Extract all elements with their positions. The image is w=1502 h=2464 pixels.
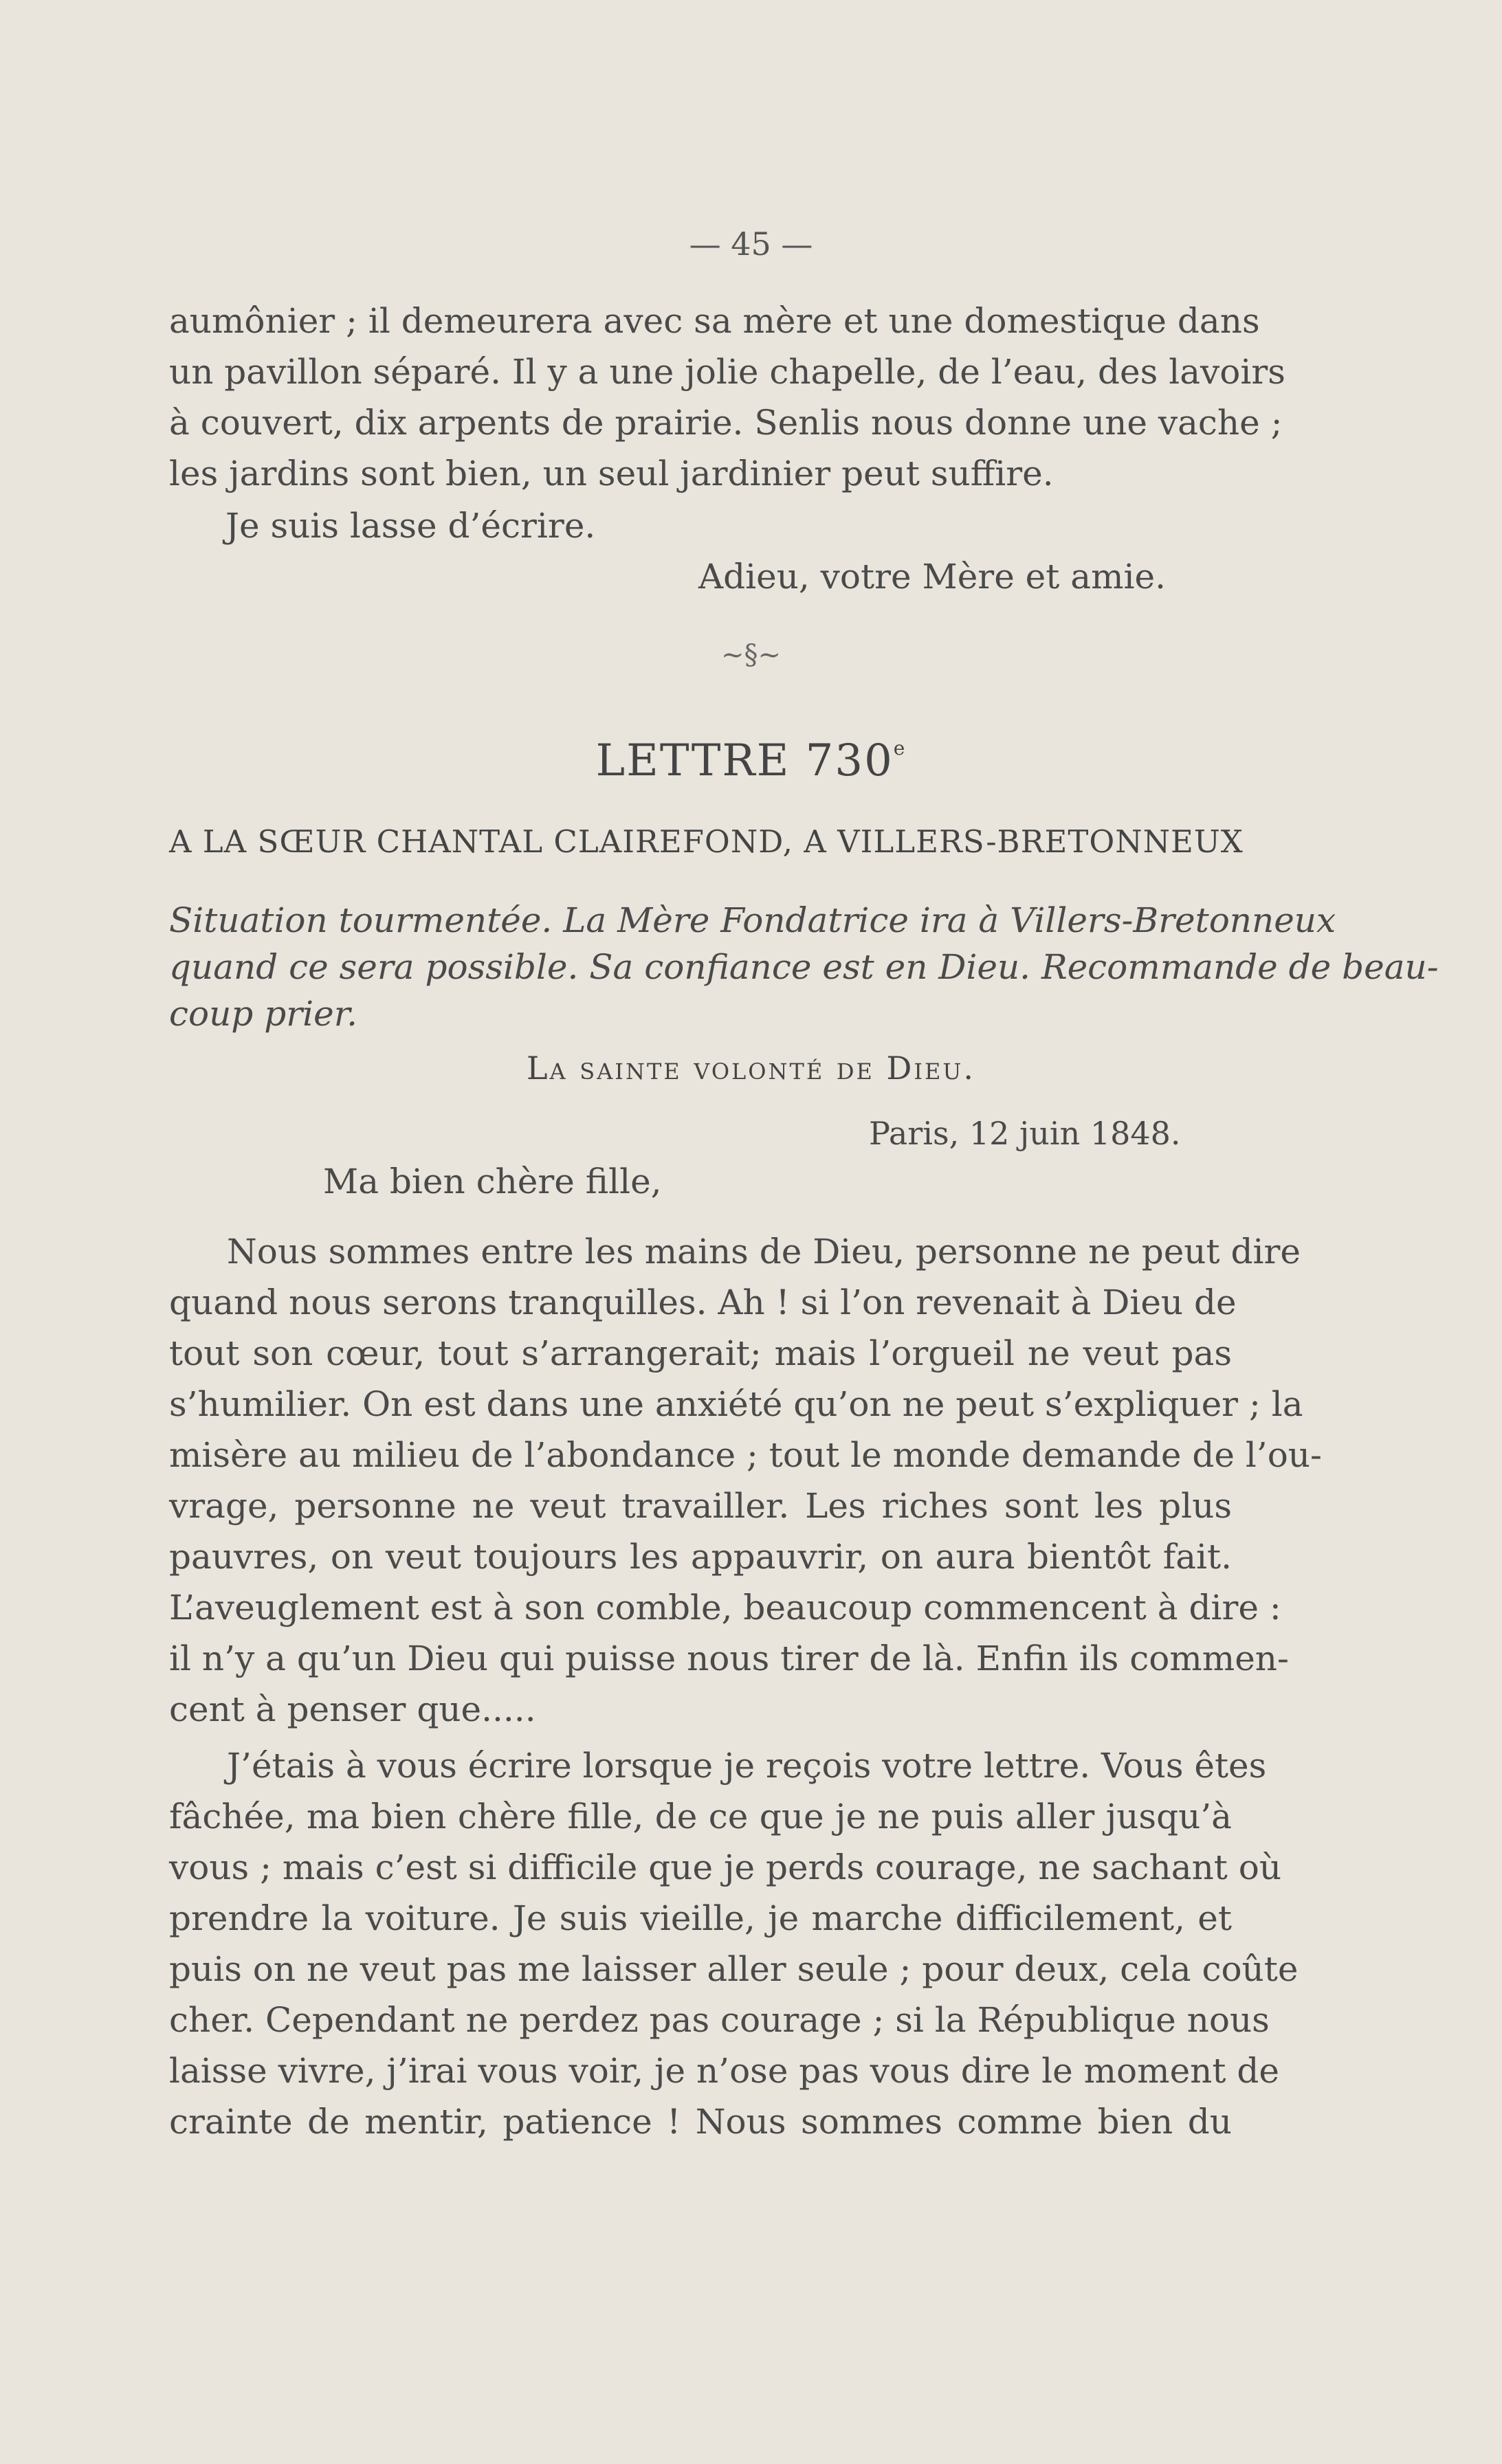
letter-dateline: Paris, 12 juin 1848. <box>869 1115 1181 1152</box>
body-line: prendre la voiture. Je suis vieille, je marche difficilement, et <box>169 1898 1232 1938</box>
body-line: quand nous serons tranquilles. Ah ! si l’on revenait à Dieu de <box>169 1283 1237 1322</box>
body-line: J’étais à vous écrire lorsque je reçois votre lettre. Vous êtes <box>227 1746 1267 1786</box>
summary-line: quand ce sera possible. Sa confiance est en Dieu. Recommande de beau- <box>169 947 1439 987</box>
ornament-divider: ~§~ <box>720 639 782 671</box>
letter-title: LETTRE 730e <box>595 735 907 786</box>
body-line: crainte de mentir, patience ! Nous sommes comme bien du <box>169 2102 1232 2142</box>
closing-line: Je suis lasse d’écrire. <box>225 506 596 546</box>
body-line: s’humilier. On est dans une anxiété qu’on ne peut s’expliquer ; la <box>169 1384 1303 1424</box>
body-line: misère au milieu de l’abondance ; tout le monde demande de l’ou- <box>169 1435 1322 1475</box>
body-line: cent à penser que..... <box>169 1689 536 1729</box>
body-line: L’aveuglement est à son comble, beaucoup commencent à dire : <box>169 1588 1281 1628</box>
letter-salutation: Ma bien chère fille, <box>323 1162 662 1201</box>
signature: Adieu, votre Mère et amie. <box>698 557 1166 597</box>
body-line: vous ; mais c’est si difficile que je perds courage, ne sachant où <box>169 1847 1282 1887</box>
body-line: Nous sommes entre les mains de Dieu, personne ne peut dire <box>227 1232 1301 1272</box>
page-number: — 45 — <box>689 225 813 263</box>
body-line: vrage, personne ne veut travailler. Les riches sont les plus <box>169 1486 1232 1526</box>
letter-recipient: A LA SŒUR CHANTAL CLAIREFOND, A VILLERS-BRETONNEUX <box>169 823 1244 860</box>
body-line: fâchée, ma bien chère fille, de ce que je ne puis aller jusqu’à <box>169 1797 1232 1836</box>
continuation-line: aumônier ; il demeurera avec sa mère et une domestique dans <box>169 301 1260 341</box>
body-line: pauvres, on veut toujours les appauvrir, on aura bientôt fait. <box>169 1537 1232 1577</box>
body-line: il n’y a qu’un Dieu qui puisse nous tirer de là. Enfin ils commen- <box>169 1639 1289 1678</box>
body-line: cher. Cependant ne perdez pas courage ; si la République nous <box>169 2000 1270 2040</box>
summary-line: Situation tourmentée. La Mère Fondatrice ira à Villers-Bretonneux <box>169 900 1336 940</box>
letter-motto: La sainte volonté de Dieu. <box>527 1050 975 1087</box>
summary-line: coup prier. <box>169 994 357 1034</box>
continuation-line: à couvert, dix arpents de prairie. Senlis nous donne une vache ; <box>169 403 1283 443</box>
body-line: puis on ne veut pas me laisser aller seule ; pour deux, cela coûte <box>169 1949 1299 1989</box>
continuation-line: les jardins sont bien, un seul jardinier peut suffire. <box>169 454 1054 493</box>
body-line: laisse vivre, j’irai vous voir, je n’ose pas vous dire le moment de <box>169 2051 1279 2091</box>
body-line: tout son cœur, tout s’arrangerait; mais l’orgueil ne veut pas <box>169 1333 1232 1373</box>
continuation-line: un pavillon séparé. Il y a une jolie chapelle, de l’eau, des lavoirs <box>169 352 1285 392</box>
